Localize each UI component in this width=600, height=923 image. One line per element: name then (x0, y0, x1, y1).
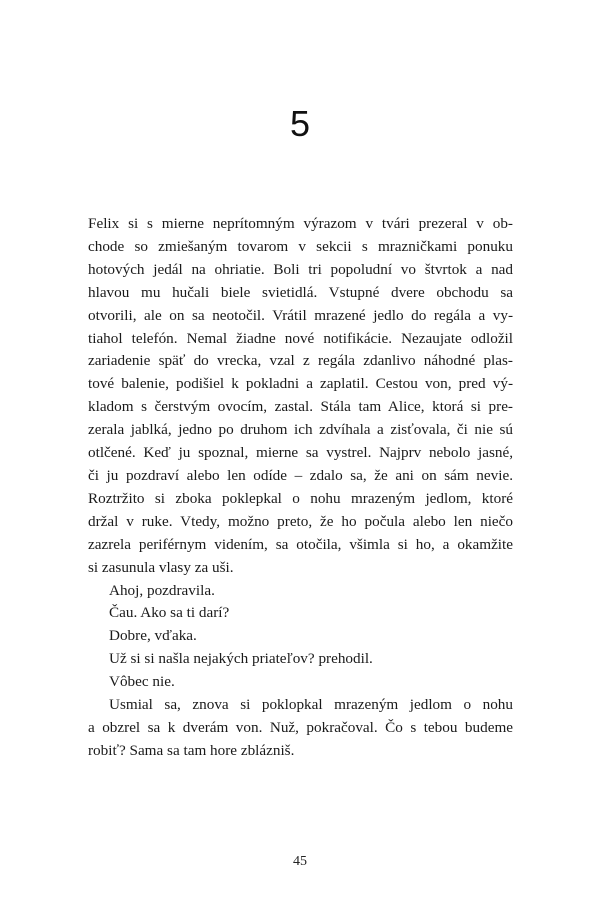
text-line: chode so zmiešaným tovarom v sekcii s mrazničkami ponuku (88, 237, 513, 255)
text-line: tiahol telefón. Nemal žiadne nové notifikácie. Nezaujate odložil (88, 329, 513, 347)
chapter-text (88, 213, 513, 763)
page-number: 45 (293, 854, 307, 869)
body-paragraph-1 (88, 213, 513, 580)
text-line: otlčené. Keď ju spoznal, mierne sa vystrel. Najprv nebolo jasné, (88, 444, 513, 462)
text-line: tové balenie, podišiel k pokladni a zaplatil. Cestou von, pred vý- (88, 375, 513, 393)
text-line: Roztržito si zboka poklepkal o nohu mrazeným jedlom, ktoré (88, 489, 513, 507)
dialog-line-1 (88, 580, 513, 603)
dialog-line-5 (88, 671, 513, 694)
dialog-line-2 (88, 602, 513, 625)
text-line: držal v ruke. Vtedy, možno preto, že ho počula alebo len niečo (88, 512, 513, 530)
dialog-line-3 (88, 625, 513, 648)
text-line: zariadenie späť do vrecka, vzal z regála zdanlivo náhodné plas- (88, 352, 513, 370)
text-line: si zasunula vlasy za uši. (88, 558, 234, 576)
text-line: zazrela periférnym videním, sa otočila, všimla si ho, a okamžite (88, 535, 513, 553)
dialog-line-4 (88, 648, 513, 671)
text-line: hlavou mu hučali biele svietidlá. Vstupné dvere obchodu sa (88, 283, 513, 301)
text-line: a obzrel sa k dverám von. Nuž, pokračoval. Čo s tebou budeme (88, 718, 513, 736)
text-line: zerala jablká, jedno po druhom ich zdvíhala a zisťovala, či nie sú (88, 421, 513, 439)
text-line: hotových jedál na ohriatie. Boli tri popoludní vo štvrtok a nad (88, 260, 513, 278)
text-line: či ju pozdraví alebo len odíde – zdalo sa, že ani on sám nevie. (88, 466, 513, 484)
text-line: Dobre, vďaka. (109, 627, 197, 645)
text-line: Vôbec nie. (109, 673, 175, 691)
body-paragraph-2 (88, 694, 513, 763)
text-line: kladom s čerstvým ovocím, zastal. Stála tam Alice, ktorá si pre- (88, 398, 513, 416)
text-line: robiť? Sama sa tam hore zblázniš. (88, 741, 295, 759)
chapter-number: 5 (289, 103, 311, 144)
text-line: otvorili, ale on sa neotočil. Vrátil mrazené jedlo do regála a vy- (88, 306, 513, 324)
text-line: Ahoj, pozdravila. (109, 581, 215, 599)
text-line: Už si si našla nejakých priateľov? prehodil. (109, 650, 373, 668)
text-line: Čau. Ako sa ti darí? (109, 604, 230, 622)
text-line: Felix si s mierne neprítomným výrazom v tvári prezeral v ob- (88, 215, 513, 232)
text-line: Usmial sa, znova si poklopkal mrazeným jedlom o nohu (109, 696, 513, 714)
